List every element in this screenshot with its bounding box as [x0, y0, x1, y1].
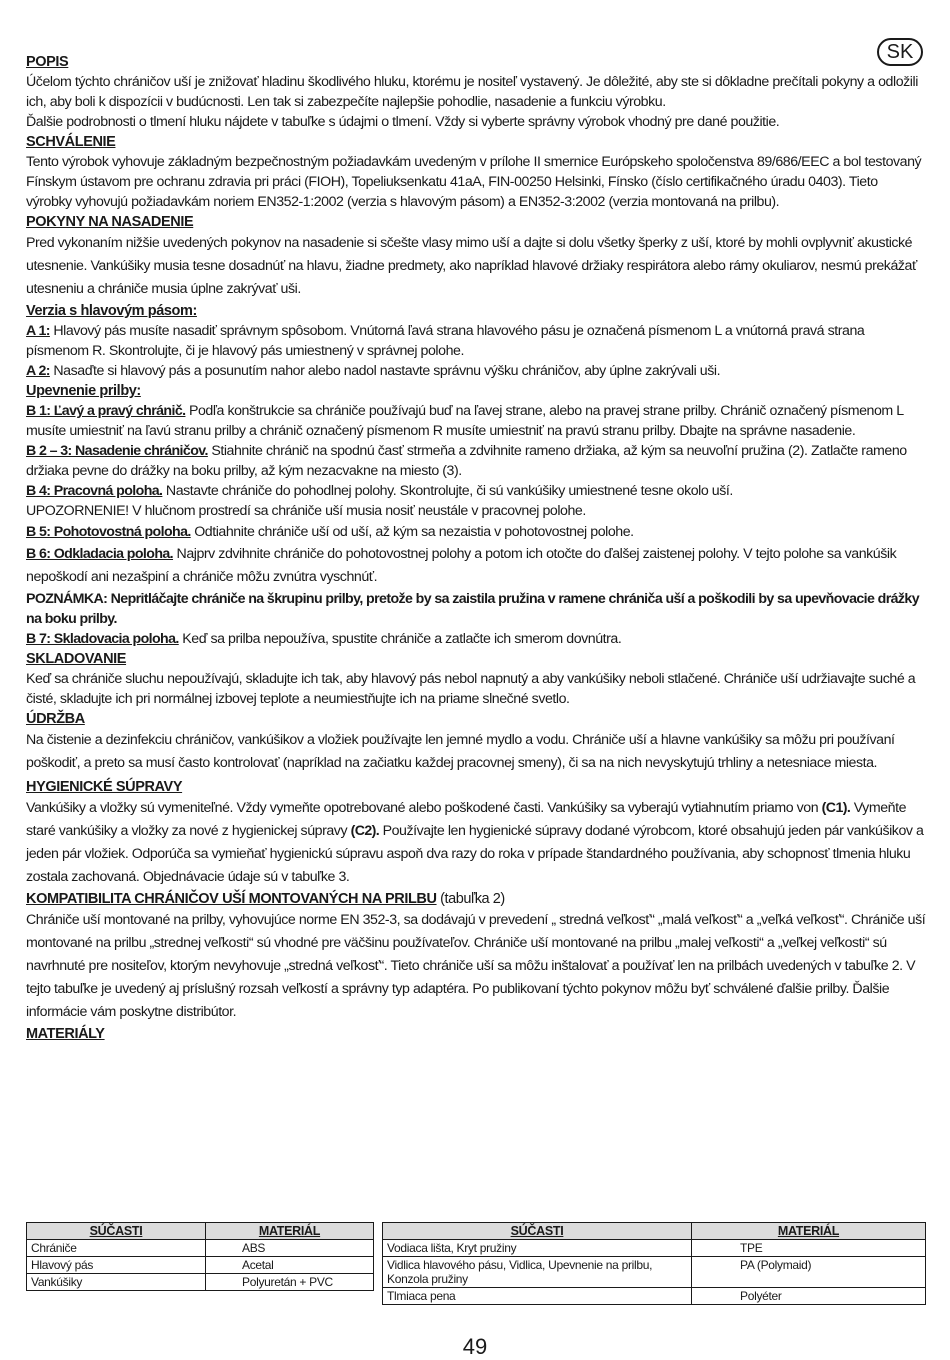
paragraph: Chrániče uší montované na prilby, vyhovujúce norme EN 352-3, sa dodávajú v prevedení „ stredná veľkosť“ „malá veľkosť“ a „veľká veľkosť“. Chrániče uší montované na prilbu „strednej veľkosti“ sú vhodné pre väčšinu používateľov. Chrániče uší montované na prilbu „malej veľkosti“ a „veľkej veľkosti“ sú navrhnuté pre nositeľov, ktorým nevyhovuje „stredná veľkosť“. Tieto chrániče uší sa môžu inštalovať a používať len na prilbách uvedených v tabuľke 2. V tejto tabuľke je uvedený aj príslušný rozsah veľkostí a správny typ adaptéra. Po publikovaní týchto pokynov môžu byť schválené ďalšie prilby. Ďalšie informácie vám poskytne distribútor.	[26, 912, 926, 1020]
table-cell: Vidlica hlavového pásu, Vidlica, Upevnenie na prilbu, Konzola pružiny	[383, 1257, 692, 1288]
instruction-b5: B 5: Pohotovostná poloha. Odtiahnite chrániče uší od uší, až kým sa nezaistia v pohotovostnej polohe.	[26, 524, 634, 540]
table-header: SÚČASTI	[383, 1223, 692, 1240]
page-number: 49	[462, 1334, 488, 1359]
table-cell: PA (Polymaid)	[692, 1257, 926, 1288]
table-header: MATERIÁL	[206, 1223, 374, 1240]
table-cell: Acetal	[206, 1257, 374, 1274]
instruction-b7: B 7: Skladovacia poloha. Keď sa prilba nepoužíva, spustite chrániče a zatlačte ich smerom dovnútra.	[26, 631, 622, 647]
section-heading-schvalenie: SCHVÁLENIE	[26, 134, 116, 150]
table-header: MATERIÁL	[692, 1223, 926, 1240]
table-cell: Chrániče	[27, 1240, 206, 1257]
table-row	[27, 1257, 374, 1274]
paragraph: Na čistenie a dezinfekciu chráničov, vankúšikov a vložiek používajte len jemné mydlo a vodu. Chrániče uší a hlavne vankúšiky sa môžu pri používaní poškodiť, a preto sa musí často kontrolovať (napríklad na začiatku každej pracovnej smeny), či sa na nich nevyskytujú trhliny a netesniace miesta.	[26, 732, 895, 771]
document-body	[26, 52, 926, 1044]
instruction-a1: A 1: Hlavový pás musíte nasadiť správnym spôsobom. Vnútorná ľavá strana hlavového pásu je označená písmenom L a vnútorná pravá strana písmenom R. Skontrolujte, či je hlavový pás umiestnený v správnej polohe.	[26, 323, 865, 359]
instruction-b6: B 6: Odkladacia poloha. Najprv zdvihnite chrániče do pohotovostnej polohy a potom ich otočte do ďalšej zaistenej polohy. V tejto polohe sa vankúšik nepoškodí ani nezašpiní a chrániče môžu zvnútra vyschnúť.	[26, 546, 897, 585]
table-row	[383, 1288, 926, 1305]
section-heading-udrzba: ÚDRŽBA	[26, 711, 85, 727]
table-row	[383, 1257, 926, 1288]
paragraph: Keď sa chrániče sluchu nepoužívajú, skladujte ich tak, aby hlavový pás nebol napnutý a aby vankúšiky neboli stlačené. Chrániče uší udržiavajte suché a čisté, skladujte ich pri normálnej izbovej teplote a neumiestňujte ich na priame slnečné svetlo.	[26, 671, 916, 707]
table-row	[383, 1240, 926, 1257]
materials-table-right	[382, 1222, 926, 1305]
paragraph: Ďalšie podrobnosti o tlmení hluku nájdete v tabuľke s údajmi o tlmení. Vždy si vyberte správny výrobok vhodný pre dané použitie.	[26, 114, 780, 130]
table-cell: Vodiaca lišta, Kryt pružiny	[383, 1240, 692, 1257]
table-cell: Vankúšiky	[27, 1274, 206, 1291]
table-cell: Hlavový pás	[27, 1257, 206, 1274]
instruction-b23: B 2 – 3: Nasadenie chráničov. Stiahnite chránič na spodnú časť strmeňa a zdvihnite rameno držiaka, až kým sa neuvoľní pružina (2). Zatlačte rameno držiaka pevne do drážky na boku prilby, až kým nezacvakne na miesto (3).	[26, 443, 907, 479]
subheading-upevnenie: Upevnenie prilby:	[26, 383, 141, 399]
section-heading-popis: POPIS	[26, 54, 69, 70]
table-cell: Polyuretán + PVC	[206, 1274, 374, 1291]
table-cell: Polyéter	[692, 1288, 926, 1305]
instruction-b1: B 1: Ľavý a pravý chránič. Podľa konštrukcie sa chrániče používajú buď na ľavej strane, alebo na pravej strane prilby. Chránič označený písmenom L musíte umiestniť na ľavú stranu prilby a chránič označený písmenom R musíte umiestniť na pravú stranu prilby. Dbajte na správne nasadenie.	[26, 403, 904, 439]
section-heading-skladovanie: SKLADOVANIE	[26, 651, 127, 667]
note-text: POZNÁMKA: Nepritláčajte chrániče na škrupinu prilby, pretože by sa zaistila pružina v ramene chrániča uší a poškodili by sa upevňovacie drážky na boku prilby.	[26, 591, 919, 627]
paragraph: Účelom týchto chráničov uší je znižovať hladinu škodlivého hluku, ktorému je nositeľ vystavený. Je dôležité, aby ste si dôkladne prečítali pokyny a odložili ich, aby boli k dispozícii v budúcnosti. Len tak si zabezpečíte najlepšie pohodlie, nasadenie a funkciu výrobku.	[26, 74, 918, 110]
table-header: SÚČASTI	[27, 1223, 206, 1240]
subheading-verzia: Verzia s hlavovým pásom:	[26, 303, 197, 319]
table-row	[27, 1240, 374, 1257]
table-cell: ABS	[206, 1240, 374, 1257]
language-badge: SK	[877, 38, 923, 66]
warning-text: UPOZORNENIE! V hlučnom prostredí sa chrániče uší musia nosiť neustále v pracovnej polohe.	[26, 503, 586, 519]
section-heading-pokyny: POKYNY NA NASADENIE	[26, 214, 194, 230]
section-heading-hygiene: HYGIENICKÉ SÚPRAVY	[26, 779, 183, 795]
section-heading-kompatibilita: KOMPATIBILITA CHRÁNIČOV UŠÍ MONTOVANÝCH NA PRILBU (tabuľka 2)	[26, 891, 505, 907]
table-cell: Tlmiaca pena	[383, 1288, 692, 1305]
materials-table-left	[26, 1222, 374, 1291]
table-cell: TPE	[692, 1240, 926, 1257]
paragraph: Vankúšiky a vložky sú vymeniteľné. Vždy vymeňte opotrebované alebo poškodené časti. Vankúšiky sa vyberajú vytiahnutím priamo von (C1). Vymeňte staré vankúšiky a vložky za nové z hygienickej súpravy (C2). Používajte len hygienické súpravy dodané výrobcom, ktoré obsahujú jeden pár vankúšikov a jeden pár vložiek. Odporúča sa vymieňať hygienickú súpravu aspoň dva razy do roka v prípade štandardného používania, aby schopnosť tlmenia hluku zostala zachovaná. Objednávacie údaje sú v tabuľke 3.	[26, 800, 924, 885]
section-heading-materialy: MATERIÁLY	[26, 1026, 105, 1042]
instruction-b4: B 4: Pracovná poloha. Nastavte chrániče do pohodlnej polohy. Skontrolujte, či sú vankúšiky umiestnené tesne okolo uší.	[26, 483, 733, 499]
table-row	[27, 1274, 374, 1291]
paragraph: Pred vykonaním nižšie uvedených pokynov na nasadenie si sčešte vlasy mimo uší a dajte si dolu všetky šperky z uší, ktoré by mohli ovplyvniť akustické utesnenie. Vankúšiky musia tesne dosadnúť na hlavu, žiadne predmety, ako napríklad hlavové držiaky respirátora alebo rámy okuliarov, nesmú prekážať utesneniu a chrániče musia úplne zakrývať uši.	[26, 235, 917, 297]
instruction-a2: A 2: Nasaďte si hlavový pás a posunutím nahor alebo nadol nastavte správnu výšku chráničov, aby úplne zakrývali uši.	[26, 363, 721, 379]
paragraph: Tento výrobok vyhovuje základným bezpečnostným požiadavkám uvedeným v prílohe II smernice Európskeho spoločenstva 89/686/EEC a bol testovaný Fínskym ústavom pre ochranu zdravia pri práci (FIOH), Topeliuksenkatu 41aA, FIN-00250 Helsinki, Fínsko (číslo certifikačného úradu 0403). Tieto výrobky vyhovujú požiadavkám noriem EN352-1:2002 (verzia s hlavovým pásom) a EN352-3:2002 (verzia montovaná na prilbu).	[26, 154, 922, 210]
